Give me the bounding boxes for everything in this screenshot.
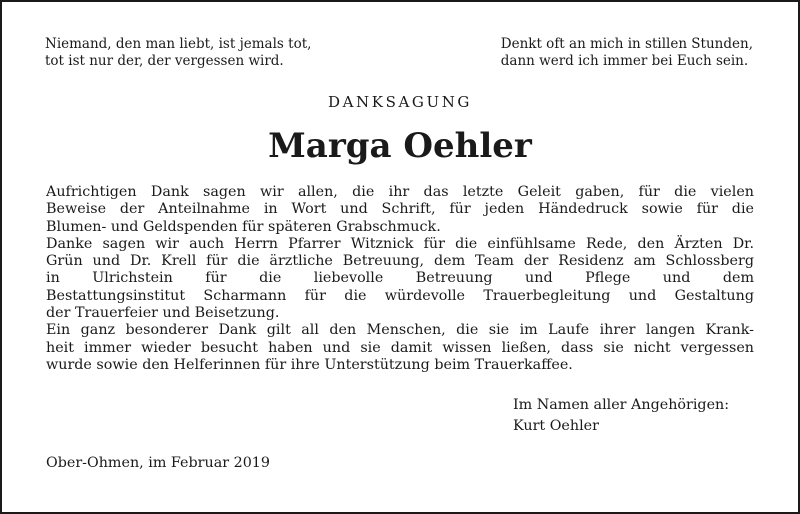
text-line: in Ulrichstein für die liebevolle Betreuung und Pflege und dem	[46, 270, 754, 287]
text-line: Bestattungsinstitut Scharmann für die würdevolle Trauerbegleitung und Gestaltung	[46, 287, 754, 304]
paragraph-special-thanks	[46, 322, 754, 374]
text-line: Beweise der Anteilnahme in Wort und Schrift, für jeden Händedruck sowie für die	[46, 201, 754, 218]
quote-left-line-2: tot ist nur der, der vergessen wird.	[45, 53, 284, 69]
text-line: wurde sowie den Helferinnen für ihre Unterstützung beim Trauerkaffee.	[46, 356, 573, 373]
quote-right	[501, 36, 753, 70]
quote-right-line-1: Denkt oft an mich in stillen Stunden,	[500, 36, 753, 52]
signature-intro: Im Namen aller Angehörigen:	[513, 397, 730, 413]
place-and-date: Ober-Ohmen, im Februar 2019	[46, 455, 270, 471]
quote-left	[45, 36, 311, 70]
text-line: Blumen- und Geldspenden für späteren Grabschmuck.	[46, 218, 441, 235]
signature-name: Kurt Oehler	[513, 418, 599, 434]
text-line: Aufrichtigen Dank sagen wir allen, die ihr das letzte Geleit gaben, für die vielen	[46, 184, 754, 200]
text-line: Ein ganz besonderer Dank gilt all den Menschen, die sie im Laufe ihrer langen Krank-	[46, 322, 754, 339]
signature-block	[513, 395, 729, 437]
paragraph-thanks	[46, 184, 754, 236]
text-line: Danke sagen wir auch Herrn Pfarrer Witznick für die einfühlsame Rede, den Ärzten Dr.	[46, 235, 754, 252]
text-line: heit immer wieder besucht haben und sie damit wissen ließen, dass sie nicht vergessen	[46, 339, 754, 356]
quote-right-line-2: dann werd ich immer bei Euch sein.	[500, 53, 749, 69]
notice-body	[46, 184, 754, 374]
text-line: der Trauerfeier und Beisetzung.	[46, 305, 280, 322]
paragraph-care	[46, 236, 754, 322]
deceased-name: Marga Oehler	[268, 126, 532, 166]
text-line: Grün und Dr. Krell für die ärztliche Betreuung, dem Team der Residenz am Schlossberg	[46, 253, 754, 270]
notice-heading: DANKSAGUNG	[327, 93, 473, 111]
quote-left-line-1: Niemand, den man liebt, ist jemals tot,	[45, 36, 312, 52]
